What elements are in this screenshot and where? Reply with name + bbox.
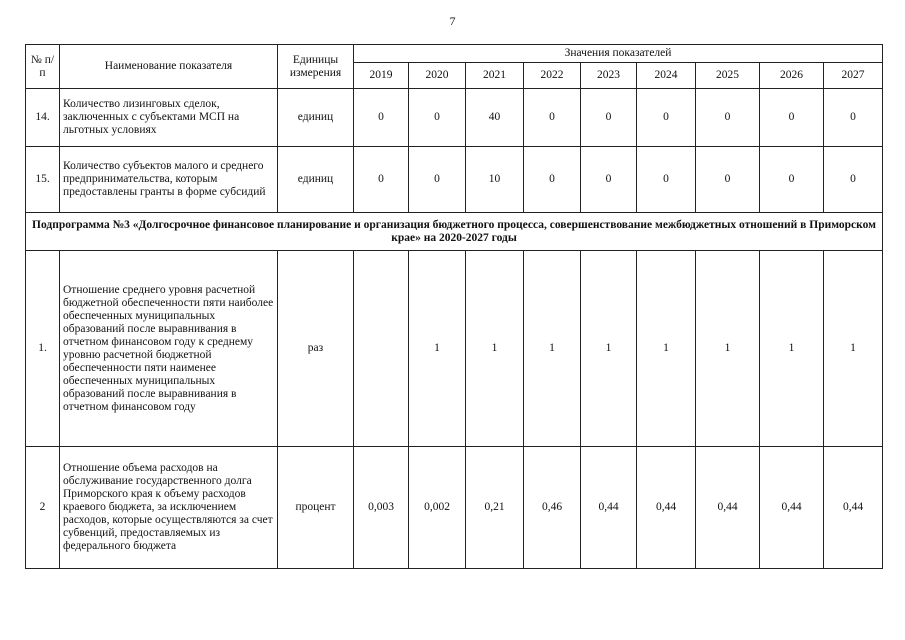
header-year: 2024 <box>637 63 696 89</box>
row-name: Отношение среднего уровня расчетной бюджетной обеспеченности пяти наиболее обеспеченных муниципальных образований после выравнивания в отчетном финансовом году к среднему уровню расчетной бюджетной обеспеченности пяти наименее обеспеченных муниципальных образований после выравнивания в отчетном финансовом году <box>60 251 278 447</box>
row-value <box>354 251 409 447</box>
row-name: Количество лизинговых сделок, заключенных с субъектами МСП на льготных условиях <box>60 89 278 147</box>
row-value: 0,21 <box>466 447 524 569</box>
row-value: 1 <box>524 251 581 447</box>
row-value: 0 <box>824 89 883 147</box>
row-num: 2 <box>26 447 60 569</box>
row-value: 0,44 <box>696 447 760 569</box>
row-value: 0 <box>409 89 466 147</box>
page-number: 7 <box>449 14 456 28</box>
header-year: 2023 <box>581 63 637 89</box>
row-value: 0 <box>824 147 883 213</box>
row-unit: процент <box>278 447 354 569</box>
row-num: 1. <box>26 251 60 447</box>
row-value: 0 <box>696 147 760 213</box>
row-value: 0 <box>581 147 637 213</box>
section-title: Подпрограмма №3 «Долгосрочное финансовое планирование и организация бюджетного процесса, совершенствование межбюджетных отношений в Приморском крае» на 2020-2027 годы <box>26 213 883 251</box>
row-num: 14. <box>26 89 60 147</box>
header-year: 2026 <box>760 63 824 89</box>
row-value: 0 <box>524 89 581 147</box>
row-value: 0 <box>354 147 409 213</box>
row-value: 0,44 <box>637 447 696 569</box>
row-value: 0 <box>637 147 696 213</box>
header-unit: Единицы измерения <box>278 45 354 89</box>
row-unit: раз <box>278 251 354 447</box>
row-value: 0 <box>760 147 824 213</box>
row-value: 0,44 <box>824 447 883 569</box>
row-value: 1 <box>637 251 696 447</box>
row-value: 0,003 <box>354 447 409 569</box>
header-year: 2025 <box>696 63 760 89</box>
row-value: 0,46 <box>524 447 581 569</box>
header-year: 2019 <box>354 63 409 89</box>
header-name: Наименование показателя <box>60 45 278 89</box>
table-row <box>26 147 883 213</box>
header-year: 2022 <box>524 63 581 89</box>
row-unit: единиц <box>278 147 354 213</box>
row-value: 0 <box>409 147 466 213</box>
row-value: 1 <box>696 251 760 447</box>
indicators-table <box>25 44 883 569</box>
row-value: 10 <box>466 147 524 213</box>
row-unit: единиц <box>278 89 354 147</box>
row-value: 0 <box>354 89 409 147</box>
row-value: 0,44 <box>760 447 824 569</box>
table-row <box>26 447 883 569</box>
row-num: 15. <box>26 147 60 213</box>
row-value: 0,44 <box>581 447 637 569</box>
row-value: 0,002 <box>409 447 466 569</box>
row-name: Отношение объема расходов на обслуживание государственного долга Приморского края к объему расходов краевого бюджета, за исключением расходов, которые осуществляются за счет субвенций, предоставляемых из федерального бюджета <box>60 447 278 569</box>
row-value: 1 <box>824 251 883 447</box>
table-row <box>26 89 883 147</box>
row-value: 1 <box>409 251 466 447</box>
row-value: 40 <box>466 89 524 147</box>
row-value: 0 <box>696 89 760 147</box>
row-value: 1 <box>760 251 824 447</box>
section-row <box>26 213 883 251</box>
row-value: 0 <box>524 147 581 213</box>
header-year: 2021 <box>466 63 524 89</box>
row-value: 0 <box>637 89 696 147</box>
row-value: 0 <box>581 89 637 147</box>
header-year: 2020 <box>409 63 466 89</box>
row-value: 1 <box>466 251 524 447</box>
header-row-top <box>26 45 883 63</box>
row-value: 0 <box>760 89 824 147</box>
table-row <box>26 251 883 447</box>
header-year: 2027 <box>824 63 883 89</box>
header-num: № п/п <box>26 45 60 89</box>
header-values-group: Значения показателей <box>354 45 883 63</box>
row-value: 1 <box>581 251 637 447</box>
row-name: Количество субъектов малого и среднего предпринимательства, которым предоставлены гранты в форме субсидий <box>60 147 278 213</box>
